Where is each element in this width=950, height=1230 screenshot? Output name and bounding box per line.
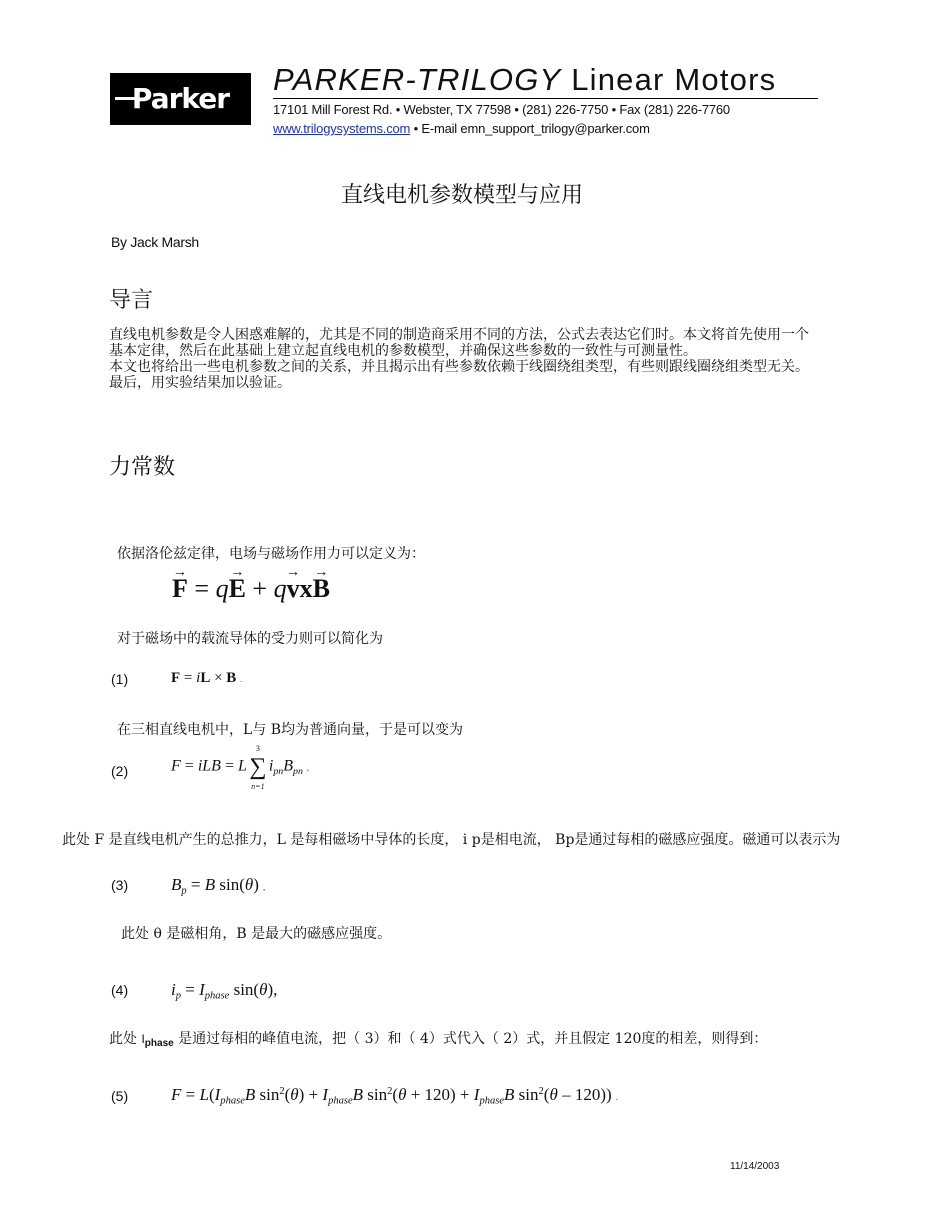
equation-5: $F = L(I_{phase}B$ $\sin^2(\theta) + I_{phase}B$ $\sin^2(\theta + 120) + I_{phase}B$ $\sin^2(\theta - 120)$) . (171, 1085, 618, 1107)
intro-heading: 导言 (109, 288, 154, 313)
intro-line: 直线电机参数是令人困惑难解的，尤其是不同的制造商采用不同的方法，公式去表达它们时。本文将首先使用一个 (109, 327, 809, 343)
document-title: 直线电机参数模型与应用 (340, 183, 583, 208)
equation-number: (4) (111, 982, 129, 998)
website-link[interactable]: www.trilogysystems.com (273, 121, 411, 136)
equation-4: $i_p = I_{phase}$ sin(θ), (171, 980, 278, 1002)
lorentz-text: 依据洛伦兹定律，电场与磁场作用力可以定义为： (117, 546, 425, 562)
company-title-rest: Linear Motors (561, 62, 777, 97)
intro-line: 本文也将给出一些电机参数之间的关系，并且揭示出有些参数依赖于线圈绕组类型，有些则跟线圈绕组类型无关。 (109, 359, 809, 375)
header-rule (273, 98, 818, 99)
lorentz-equation: → F = q→ E + q→ vx→ B (172, 574, 330, 604)
three-phase-text: 在三相直线电机中，L与 B均为普通向量，于是可以变为 (117, 722, 464, 738)
company-address: 17101 Mill Forest Rd. • Webster, TX 77598 • (281) 226-7750 • Fax (281) 226-7760 (273, 102, 730, 117)
document-date: 11/14/2003 (730, 1161, 780, 1172)
summation-sign: 3 ∑ n=1 (249, 744, 267, 791)
iphase-subscript: phase (144, 1038, 174, 1049)
intro-line: 基本定律，然后在此基础上建立起直线电机的参数模型，并确保这些参数的一致性与可测量性。 (109, 343, 697, 359)
email-text: • E-mail emn_support_trilogy@parker.com (410, 121, 650, 136)
where-theta-text: 此处 θ 是磁相角，B 是最大的磁感应强度。 (121, 926, 392, 942)
force-constant-heading: 力常数 (109, 455, 176, 480)
company-title (273, 62, 776, 98)
equation-2: F = iLB = L 3 ∑ n=1 $i_{pn}B_{pn}$ , (171, 744, 309, 791)
equation-number: (1) (111, 671, 129, 687)
conductor-text: 对于磁场中的载流导体的受力则可以简化为 (117, 631, 383, 647)
equation-number: (5) (111, 1088, 129, 1104)
company-title-italic: PARKER-TRILOGY (273, 62, 562, 97)
where-f-text: 此处 F 是直线电机产生的总推力，L 是每相磁场中导体的长度， i p是相电流， Bp是通过每相的磁感应强度。磁通可以表示为 (62, 832, 841, 848)
equation-number: (3) (111, 877, 129, 893)
where-iphase-text (109, 1028, 767, 1049)
equation-1: F = iL × B . (171, 670, 243, 686)
parker-logo (110, 73, 251, 125)
equation-number: (2) (111, 763, 129, 779)
iphase-symbol: I (141, 1032, 145, 1046)
equation-3: $B_p = B$ sin(θ) , (171, 875, 266, 897)
author-line: By Jack Marsh (111, 234, 199, 250)
where-iphase-suffix: 是通过每相的峰值电流，把（ 3）和（ 4）式代入（ 2）式，并且假定 120度的相差，则得到： (173, 1031, 768, 1047)
where-iphase-prefix: 此处 (109, 1031, 142, 1047)
intro-paragraph (109, 327, 809, 391)
intro-line: 最后，用实验结果加以验证。 (109, 375, 291, 391)
company-contact (273, 121, 650, 136)
logo-text: Parker (131, 82, 230, 115)
